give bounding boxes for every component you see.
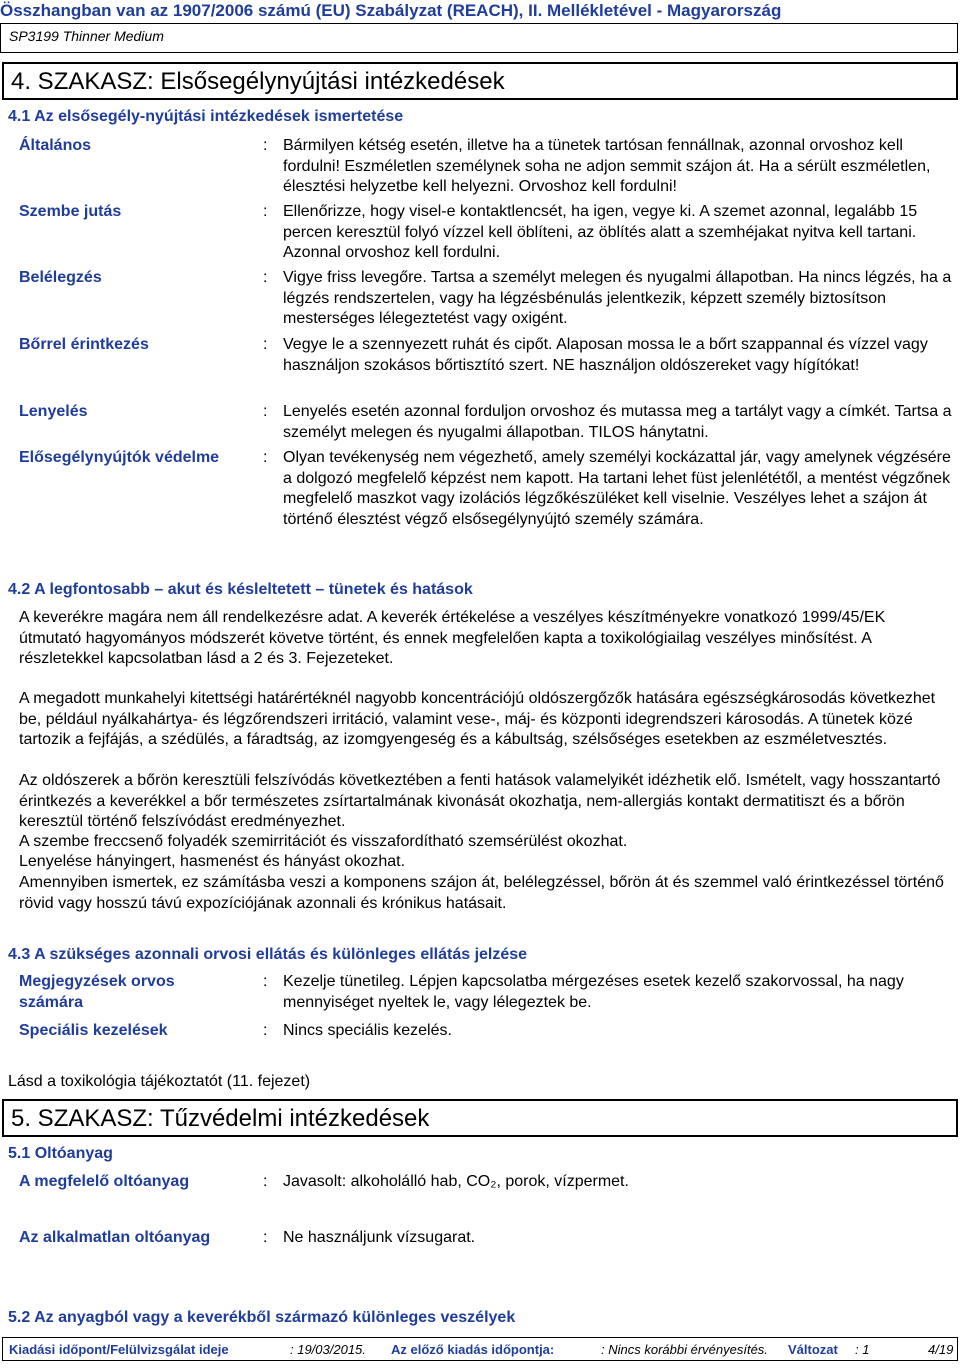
- section-4-title: 4. SZAKASZ: Elsősegélynyújtási intézkedések: [2, 62, 958, 100]
- row-label: Belélegzés: [19, 269, 102, 286]
- row-value: Ellenőrizze, hogy visel-e kontaktlencsét, ha igen, vegye ki. A szemet azonnal, legalább 15 percen keresztül folyó vízzel kell öblíteni, az öblítés alatt a szemhéjakat nyitva kell tartani. Azonnal orvoshoz kell fordulni.: [283, 203, 918, 261]
- subsection-4-1-title: 4.1 Az elsősegély-nyújtási intézkedések ismertetése: [8, 108, 404, 125]
- row-label: Szembe jutás: [19, 203, 122, 220]
- row-label: Lenyelés: [19, 403, 88, 420]
- footer-issue-label: Kiadási időpont/Felülvizsgálat ideje: [9, 1342, 229, 1357]
- row-value: Kezelje tünetileg. Lépjen kapcsolatba mérgezéses esetek kezelő szakorvossal, ha nagy mennyiséget nyeltek le, vagy lélegeztek be.: [283, 973, 904, 1011]
- row-colon: :: [263, 269, 268, 286]
- row-value: Olyan tevékenység nem végezhető, amely személyi kockázattal jár, vagy amelynek végzésére a dolgozó megfelelő képzést nem kapott. Ha tartani lehet füst jelenlététől, a mentést végzőnek megfelelő maszkot vagy izolációs légzőkészüléket kell viselnie. Veszélyes lehet a szájon át történő élesztést végző elsősegélynyújtó személy számára.: [283, 449, 951, 528]
- footer-previous-value: : Nincs korábbi érvényesítés.: [601, 1342, 768, 1357]
- symptoms-paragraph-2: A megadott munkahelyi kitettségi határértéknél nagyobb koncentrációjú oldószergőzők hatására egészségkárosodás következhet be, például nyálkahártya- és légzőrendszeri irritáció, valamint vese-, máj- és központi idegrendszeri károsodás. A tünetek közé tartozik a fejfájás, a szédülés, a fáradtság, az izomgyengeség és a kábultság, szélsőséges esetekben az eszméletvesztés.: [19, 690, 936, 748]
- row-value: Lenyelés esetén azonnal forduljon orvoshoz és mutassa meg a tartályt vagy a címkét. Tartsa a személyt melegen és nyugalmi állapotban. TILOS hánytatni.: [283, 403, 952, 441]
- row-colon: :: [263, 403, 268, 420]
- subsection-5-1-title: 5.1 Oltóanyag: [8, 1145, 113, 1162]
- row-value: Bármilyen kétség esetén, illetve ha a tünetek tartósan fennállnak, azonnal orvoshoz kell fordulni! Eszméletlen személynek soha ne adjon semmit szájon át. Ha a sérült eszméletlen, élesztési helyzetbe kell helyezni. Orvoshoz kell fordulni!: [283, 137, 931, 195]
- page-footer: [2, 1337, 958, 1361]
- row-colon: :: [263, 1173, 268, 1190]
- row-value: Ne használjunk vízsugarat.: [283, 1229, 476, 1246]
- row-label: Elősegélynyújtók védelme: [19, 449, 220, 466]
- symptoms-paragraph-4: A szembe freccsenő folyadék szemirritációt és visszafordítható szemsérülést okozhat.: [19, 833, 628, 850]
- subsection-4-3-title: 4.3 A szükséges azonnali orvosi ellátás és különleges ellátás jelzése: [8, 946, 528, 963]
- row-colon: :: [263, 449, 268, 466]
- row-colon: :: [263, 1022, 268, 1039]
- toxicology-note: Lásd a toxikológia tájékoztatót (11. fejezet): [8, 1073, 311, 1090]
- row-colon: :: [263, 137, 268, 154]
- footer-page-number: 4/19: [928, 1342, 954, 1357]
- row-colon: :: [263, 336, 268, 353]
- row-label: Általános: [19, 137, 92, 154]
- row-label: A megfelelő oltóanyag: [19, 1173, 190, 1190]
- footer-issue-value: : 19/03/2015.: [290, 1342, 366, 1357]
- row-value: Vegye le a szennyezett ruhát és cipőt. Alaposan mossa le a bőrt szappannal és vízzel vagy használjon szokásos bőrtisztító szert. NE használjon oldószereket vagy hígítókat!: [283, 336, 928, 374]
- row-value: Javasolt: alkoholálló hab, CO₂, porok, vízpermet.: [283, 1173, 629, 1190]
- symptoms-paragraph-6: Amennyiben ismertek, ez számításba veszi a komponens szájon át, belélegzéssel, bőrön át és szemmel való érintkezéssel történő rövid vagy hosszú távú expozíciójának azonnali és krónikus hatásait.: [19, 874, 944, 912]
- product-name: SP3199 Thinner Medium: [0, 23, 958, 53]
- symptoms-paragraph-3: Az oldószerek a bőrön keresztüli felszívódás következtében a fenti hatások valamelyikét idézhetik elő. Ismételt, vagy hosszantartó érintkezés a keverékkel a bőr természetes zsírtartalmának kivonását okozhatja, nem-allergiás kontakt dermatitiszt és a bőrön keresztül történő felszívódást eredményezhet.: [19, 772, 941, 830]
- symptoms-paragraph-5: Lenyelése hányingert, hasmenést és hányást okozhat.: [19, 853, 406, 870]
- document-header-title: Összhangban van az 1907/2006 számú (EU) Szabályzat (REACH), II. Mellékletével - Magyarország: [0, 1, 782, 20]
- footer-version-label: Változat: [788, 1342, 838, 1357]
- row-colon: :: [263, 1229, 268, 1246]
- subsection-5-2-title: 5.2 Az anyagból vagy a keverékből származó különleges veszélyek: [8, 1309, 516, 1326]
- section-5-title: 5. SZAKASZ: Tűzvédelmi intézkedések: [2, 1099, 958, 1137]
- row-value: Vigye friss levegőre. Tartsa a személyt melegen és nyugalmi állapotban. Ha nincs légzés, ha a légzés rendszertelen, vagy ha légzésbénulás jelentkezik, képzett személy biztosítson mesterséges lélegeztetést vagy oxigént.: [283, 269, 952, 327]
- row-value: Nincs speciális kezelés.: [283, 1022, 452, 1039]
- row-colon: :: [263, 203, 268, 220]
- row-colon: :: [263, 973, 268, 990]
- row-label: Az alkalmatlan oltóanyag: [19, 1229, 211, 1246]
- footer-previous-label: Az előző kiadás időpontja:: [391, 1342, 555, 1357]
- row-label: Speciális kezelések: [19, 1022, 168, 1039]
- symptoms-paragraph-1: A keverékre magára nem áll rendelkezésre adat. A keverék értékelése a veszélyes készítményekre vonatkozó 1999/45/EK útmutató hagyományos módszerét követve történt, és ennek megfelelően kapta a toxikológiailag veszélyes minősítést. A részletekkel kapcsolatban lásd a 2 és 3. Fejezeteket.: [19, 609, 886, 667]
- subsection-4-2-title: 4.2 A legfontosabb – akut és késleltetett – tünetek és hatások: [8, 581, 473, 598]
- row-label: Megjegyzések orvos számára: [19, 973, 175, 1011]
- footer-version-value: : 1: [855, 1342, 870, 1357]
- row-label: Bőrrel érintkezés: [19, 336, 149, 353]
